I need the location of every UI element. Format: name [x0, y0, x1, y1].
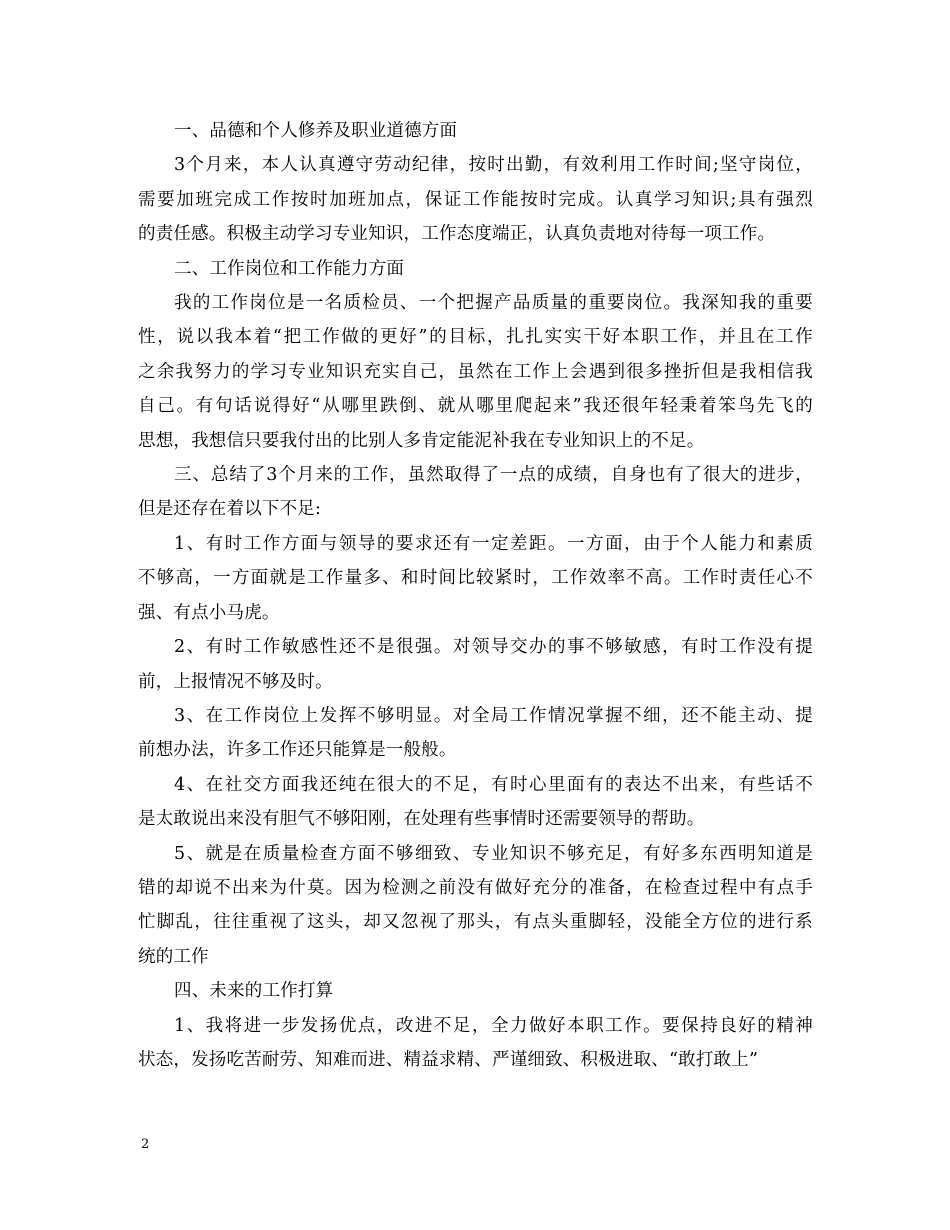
- paragraph-line: 前想办法，许多工作还只能算是一般般。: [138, 740, 457, 761]
- paragraph-line: 前，上报情况不够及时。: [138, 671, 333, 692]
- paragraph: [138, 837, 813, 975]
- document-body: [138, 114, 813, 1077]
- paragraph-line: 四、未来的工作打算: [174, 981, 334, 1002]
- paragraph-line: 1、我将进一步发扬优点，改进不足，全力做好本职工作。要保持良好的精神: [174, 1015, 813, 1036]
- paragraph-line: 是太敢说出来没有胆气不够阳刚，在处理有些事情时还需要领导的帮助。: [138, 809, 705, 830]
- paragraph-line: 性，说以我本着“把工作做的更好”的目标，扎扎实实干好本职工作，并且在工作: [138, 327, 813, 348]
- paragraph-line: 不够高，一方面就是工作量多、和时间比较紧时，工作效率不高。工作时责任心不: [138, 568, 813, 589]
- paragraph: [138, 458, 813, 527]
- paragraph-line: 错的却说不出来为什莫。因为检测之前没有做好充分的准备，在检查过程中有点手: [138, 877, 813, 898]
- paragraph: [138, 630, 813, 699]
- paragraph-line: 一、品德和个人修养及职业道德方面: [174, 121, 458, 141]
- paragraph-line: 强、有点小马虎。: [138, 602, 280, 623]
- paragraph: [138, 1009, 813, 1078]
- paragraph-line: 5、就是在质量检查方面不够细致、专业知识不够充足，有好多东西明知道是: [174, 843, 813, 864]
- paragraph-line: 1、有时工作方面与领导的要求还有一定差距。一方面，由于个人能力和素质: [174, 533, 813, 554]
- paragraph-line: 4、在社交方面我还纯在很大的不足，有时心里面有的表达不出来，有些话不: [174, 774, 813, 795]
- paragraph-line: 但是还存在着以下不足:: [138, 499, 322, 520]
- paragraph: [138, 286, 813, 458]
- paragraph: [138, 768, 813, 837]
- paragraph-line: 思想，我想信只要我付出的比别人多肯定能泥补我在专业知识上的不足。: [138, 430, 705, 451]
- paragraph-line: 我的工作岗位是一名质检员、一个把握产品质量的重要岗位。我深知我的重要: [174, 293, 813, 314]
- paragraph-line: 二、工作岗位和工作能力方面: [174, 258, 405, 279]
- paragraph: [138, 114, 813, 148]
- paragraph-line: 忙脚乱，往往重视了这头，却又忽视了那头，有点头重脚轻，没能全方位的进行系: [138, 912, 813, 933]
- paragraph-line: 需要加班完成工作按时加班加点，保证工作能按时完成。认真学习知识;具有强烈: [138, 189, 813, 210]
- paragraph-line: 状态，发扬吃苦耐劳、知难而进、精益求精、严谨细致、积极进取、“敢打敢上”: [138, 1049, 759, 1070]
- paragraph-line: 3、在工作岗位上发挥不够明显。对全局工作情况掌握不细，还不能主动、提: [174, 705, 813, 726]
- paragraph: [138, 527, 813, 630]
- paragraph-line: 自己。有句话说得好“从哪里跌倒、就从哪里爬起来”我还很年轻秉着笨鸟先飞的: [138, 396, 813, 417]
- paragraph-line: 2、有时工作敏感性还不是很强。对领导交办的事不够敏感，有时工作没有提: [174, 637, 813, 658]
- paragraph-line: 三、总结了3个月来的工作，虽然取得了一点的成绩，自身也有了很大的进步，: [174, 465, 813, 486]
- paragraph-line: 3个月来，本人认真遵守劳动纪律，按时出勤，有效利用工作时间;坚守岗位，: [174, 155, 813, 176]
- paragraph: [138, 252, 813, 286]
- paragraph-line: 的责任感。积极主动学习专业知识，工作态度端正，认真负责地对待每一项工作。: [138, 224, 776, 245]
- paragraph: [138, 699, 813, 768]
- paragraph: [138, 974, 813, 1008]
- page-number: 2: [141, 1137, 150, 1152]
- paragraph-line: 统的工作: [138, 946, 209, 967]
- paragraph: [138, 148, 813, 251]
- paragraph-line: 之余我努力的学习专业知识充实自己，虽然在工作上会遇到很多挫折但是我相信我: [138, 361, 813, 382]
